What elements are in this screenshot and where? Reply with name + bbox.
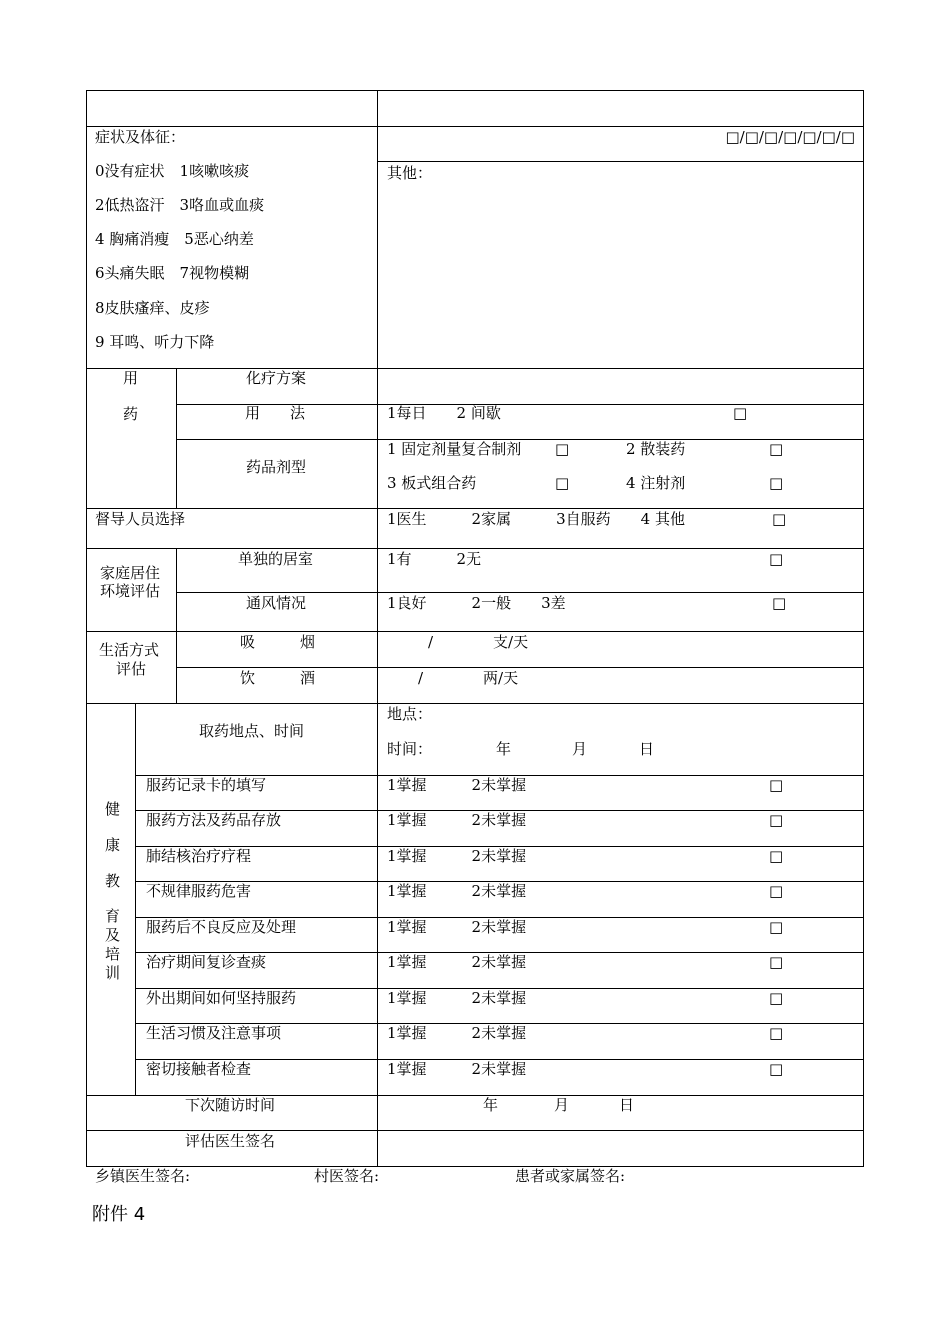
usage-label: 用 法 <box>245 404 306 422</box>
education-group-char: 训 <box>105 964 121 982</box>
row-line <box>86 126 864 127</box>
education-item-checkbox[interactable]: □ <box>769 847 784 865</box>
row-line <box>86 508 864 509</box>
supervisor-label: 督导人员选择 <box>95 510 186 528</box>
education-item-label: 不规律服药危害 <box>146 882 252 900</box>
education-item-checkbox[interactable]: □ <box>769 811 784 829</box>
dosage-checkbox-3[interactable]: □ <box>555 474 570 492</box>
education-item-options: 1掌握 2未掌握 <box>387 776 527 794</box>
table-border-bottom <box>86 1166 864 1167</box>
smoking-label: 吸 烟 <box>240 633 316 651</box>
doctor-signature-label: 评估医生签名 <box>185 1132 276 1150</box>
row-line <box>86 548 864 549</box>
lifestyle-label-1: 生活方式 <box>99 641 160 659</box>
symptom-item: 6头痛失眠 7视物模糊 <box>95 264 250 282</box>
row-line <box>86 631 864 632</box>
room-checkbox[interactable]: □ <box>769 550 784 568</box>
smoking-value[interactable]: / 支/天 <box>428 633 529 651</box>
pickup-time-label: 时间： <box>387 740 433 758</box>
symptom-item: 9 耳鸣、听力下降 <box>95 333 215 351</box>
dosage-checkbox-4[interactable]: □ <box>769 474 784 492</box>
table-border-right <box>863 90 864 1167</box>
symptom-item: 4 胸痛消瘦 5恶心纳差 <box>95 230 254 248</box>
medication-group-label-1: 用 <box>123 369 139 387</box>
drinking-label: 饮 酒 <box>240 669 316 687</box>
education-item-options: 1掌握 2未掌握 <box>387 811 527 829</box>
pickup-place-label: 地点： <box>387 705 433 723</box>
education-group-char: 及 <box>105 926 121 944</box>
row-line <box>86 368 864 369</box>
dosage-checkbox-1[interactable]: □ <box>555 440 570 458</box>
ventilation-label: 通风情况 <box>246 594 307 612</box>
patient-signature: 患者或家属签名: <box>515 1167 626 1185</box>
education-item-checkbox[interactable]: □ <box>769 953 784 971</box>
home-env-label-1: 家庭居住 <box>100 564 161 582</box>
next-visit-year-unit: 年 <box>483 1096 499 1114</box>
row-line <box>86 1130 864 1131</box>
lifestyle-label-2: 评估 <box>116 660 147 678</box>
dosage-option-2: 2 散装药 <box>626 440 686 458</box>
village-doctor-signature: 村医签名: <box>314 1167 380 1185</box>
regimen-label: 化疗方案 <box>246 369 307 387</box>
table-border-top <box>86 90 864 91</box>
ventilation-options: 1良好 2一般 3差 <box>387 594 566 612</box>
education-item-label: 密切接触者检查 <box>146 1060 252 1078</box>
education-item-label: 外出期间如何坚持服药 <box>146 989 297 1007</box>
room-label: 单独的居室 <box>238 550 314 568</box>
pickup-day-unit: 日 <box>639 740 655 758</box>
symptom-item: 2低热盗汗 3咯血或血痰 <box>95 196 265 214</box>
pickup-label: 取药地点、时间 <box>199 722 305 740</box>
symptom-checkboxes[interactable]: □/□/□/□/□/□/□ <box>725 128 855 146</box>
education-item-label: 生活习惯及注意事项 <box>146 1024 282 1042</box>
other-label: 其他： <box>387 164 433 182</box>
usage-checkbox[interactable]: □ <box>733 404 748 422</box>
education-item-label: 服药方法及药品存放 <box>146 811 282 829</box>
supervisor-checkbox[interactable]: □ <box>772 510 787 528</box>
supervisor-options: 1医生 2家属 3自服药 4 其他 <box>387 510 685 528</box>
education-group-char: 育 <box>105 907 121 925</box>
table-divider-main <box>377 90 378 1167</box>
table-border-left <box>86 90 87 1167</box>
home-env-label-2: 环境评估 <box>100 582 161 600</box>
education-item-checkbox[interactable]: □ <box>769 1060 784 1078</box>
row-line <box>177 592 864 593</box>
drinking-value[interactable]: / 两/天 <box>418 669 519 687</box>
education-item-options: 1掌握 2未掌握 <box>387 882 527 900</box>
medication-group-label-2: 药 <box>123 405 139 423</box>
dosage-label: 药品剂型 <box>246 458 307 476</box>
row-line <box>377 161 864 162</box>
education-item-checkbox[interactable]: □ <box>769 989 784 1007</box>
education-group-char: 健 <box>105 800 121 818</box>
education-item-checkbox[interactable]: □ <box>769 918 784 936</box>
symptom-item: 8皮肤瘙痒、皮疹 <box>95 299 210 317</box>
next-visit-label: 下次随访时间 <box>185 1096 276 1114</box>
town-doctor-signature: 乡镇医生签名: <box>95 1167 191 1185</box>
col-line <box>176 548 177 704</box>
education-item-label: 治疗期间复诊查痰 <box>146 953 267 971</box>
col-line <box>135 703 136 1095</box>
dosage-option-3: 3 板式组合药 <box>387 474 477 492</box>
education-item-checkbox[interactable]: □ <box>769 1024 784 1042</box>
pickup-month-unit: 月 <box>572 740 588 758</box>
dosage-option-4: 4 注射剂 <box>626 474 686 492</box>
education-group-char: 康 <box>105 836 121 854</box>
usage-options: 1每日 2 间歇 <box>387 404 501 422</box>
education-item-options: 1掌握 2未掌握 <box>387 918 527 936</box>
attachment-title: 附件 4 <box>92 1204 146 1225</box>
education-item-options: 1掌握 2未掌握 <box>387 953 527 971</box>
symptom-item: 0没有症状 1咳嗽咳痰 <box>95 162 250 180</box>
row-line <box>177 667 864 668</box>
education-item-checkbox[interactable]: □ <box>769 776 784 794</box>
col-line <box>176 368 177 509</box>
education-item-options: 1掌握 2未掌握 <box>387 1024 527 1042</box>
education-group-char: 培 <box>105 945 121 963</box>
row-line <box>86 703 864 704</box>
dosage-option-1: 1 固定剂量复合制剂 <box>387 440 522 458</box>
room-options: 1有 2无 <box>387 550 482 568</box>
symptoms-header: 症状及体征： <box>95 128 186 146</box>
education-item-label: 肺结核治疗疗程 <box>146 847 252 865</box>
ventilation-checkbox[interactable]: □ <box>772 594 787 612</box>
education-item-label: 服药后不良反应及处理 <box>146 918 297 936</box>
pickup-year-unit: 年 <box>496 740 512 758</box>
next-visit-month-unit: 月 <box>554 1096 570 1114</box>
education-item-checkbox[interactable]: □ <box>769 882 784 900</box>
next-visit-day-unit: 日 <box>619 1096 635 1114</box>
education-group-char: 教 <box>105 872 121 890</box>
education-item-options: 1掌握 2未掌握 <box>387 847 527 865</box>
education-item-label: 服药记录卡的填写 <box>146 776 267 794</box>
dosage-checkbox-2[interactable]: □ <box>769 440 784 458</box>
education-item-options: 1掌握 2未掌握 <box>387 1060 527 1078</box>
education-item-options: 1掌握 2未掌握 <box>387 989 527 1007</box>
